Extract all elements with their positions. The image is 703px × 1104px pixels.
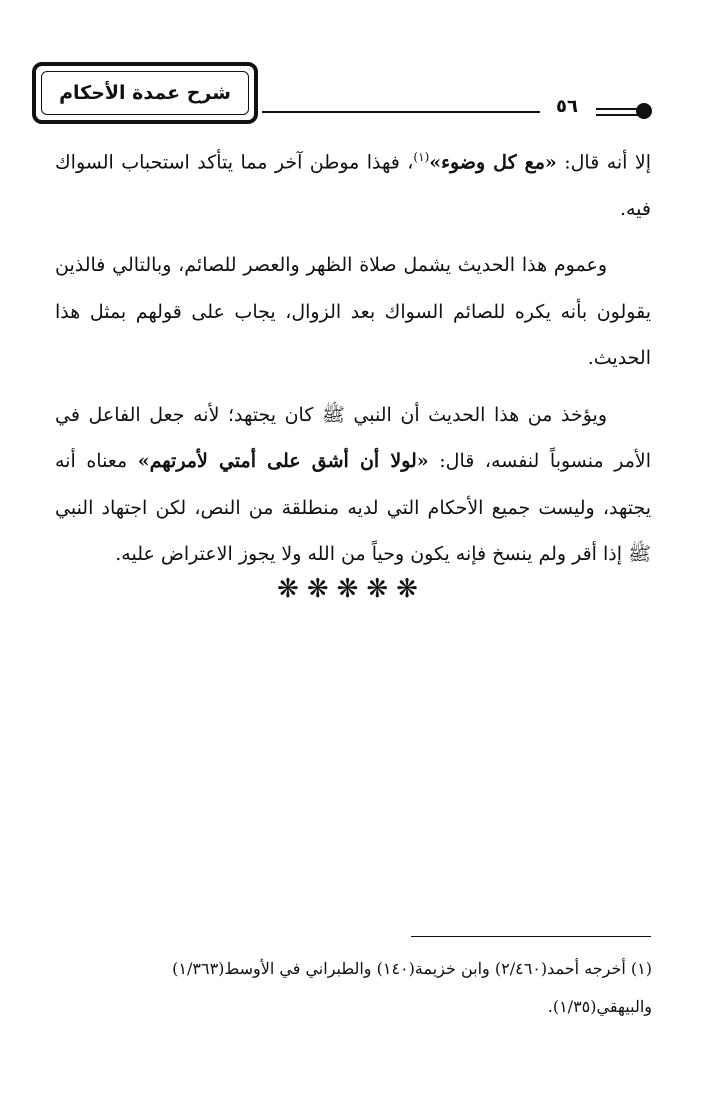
footnote-reference: (١) — [413, 150, 430, 164]
footnote-1-line-1: (١) أخرجه أحمد(٢/٤٦٠) وابن خزيمة(١٤٠) والطبراني في الأوسط(١/٣٦٣) — [172, 959, 652, 978]
paragraph-3-rest: معناه أنه يجتهد، وليست جميع الأحكام التي لديه منطلقة من النص، لكن اجتهاد النبي ﷺ إذا أقر ولم ينسخ فإنه يكون وحياً من الله ولا يجوز الاعتراض عليه. — [55, 450, 651, 566]
running-title: شرح عمدة الأحكام — [59, 82, 231, 104]
header-rule — [262, 111, 540, 113]
running-title-box — [32, 62, 258, 124]
page-number: ٥٦ — [556, 96, 578, 117]
footnote-rule — [411, 936, 651, 937]
paragraph-3 — [55, 392, 651, 578]
footnote-1-line-2: والبيهقي(١/٣٥). — [547, 997, 652, 1016]
paragraph-2: وعموم هذا الحديث يشمل صلاة الظهر والعصر للصائم، وبالتالي فالذين يقولون بأنه يكره للصائم السواك بعد الزوال، يجاب على قولهم بمثل هذا الحديث. — [55, 254, 651, 370]
hadith-quote: «لولا أن أشق على أمتي لأمرتهم» — [137, 450, 429, 473]
header-ornament-dot — [636, 103, 652, 119]
running-title-inner-frame — [41, 71, 249, 115]
section-separator: ❋❋❋❋❋ — [277, 574, 426, 604]
footnotes — [62, 950, 652, 1026]
hadith-quote: «مع كل وضوء» — [429, 151, 557, 174]
header-ornament-line — [596, 108, 638, 110]
header-ornament-line — [596, 114, 638, 116]
paragraph-3-intro: ويؤخذ من هذا الحديث أن النبي ﷺ كان يجتهد؛ لأنه جعل الفاعل في الأمر منسوباً لنفسه، قال: — [55, 403, 652, 473]
paragraph-1-intro: إلا أنه قال: — [556, 151, 651, 174]
body-text — [55, 134, 651, 588]
paragraph-1 — [55, 134, 651, 232]
paragraph-1-rest: ، فهذا موطن آخر مما يتأكد استحباب السواك فيه. — [55, 151, 651, 220]
